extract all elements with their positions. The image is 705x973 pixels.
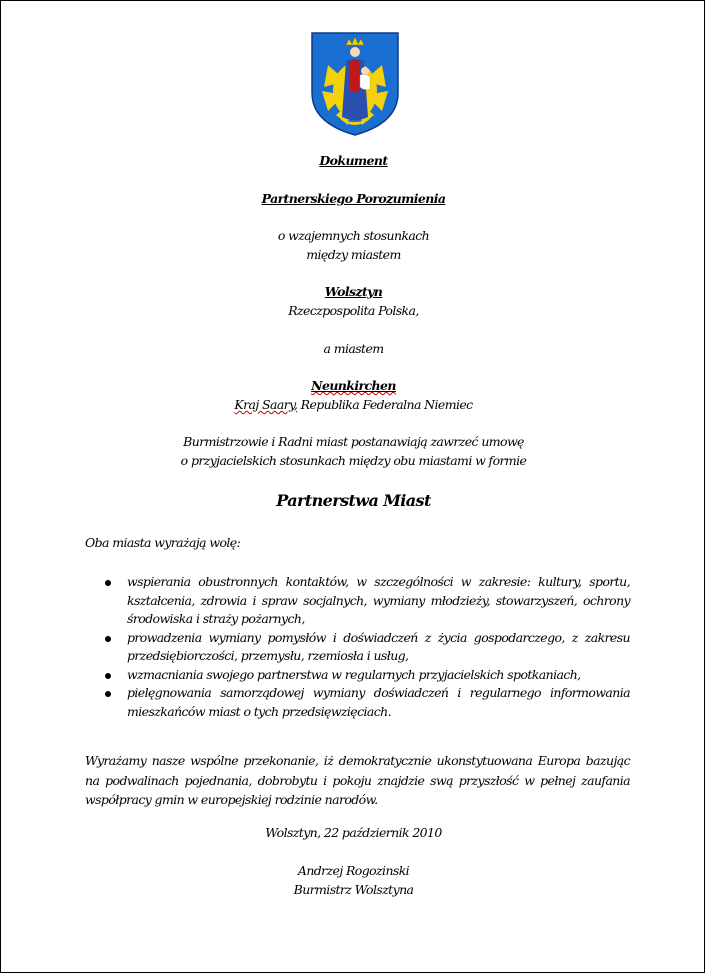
city2-state: Republika Federalna Niemiec: [297, 397, 473, 412]
signatory-title: Burmistrz Wolsztyna: [293, 882, 414, 897]
city2-name-text: Neunkirchen: [311, 378, 396, 393]
list-item-text: prowadzenia wymiany pomysłów i doświadczeń z życia gospodarczego, z zakresu przedsiębiorczości, przemysłu, rzemiosła i usług,: [127, 629, 630, 663]
list-item: [85, 629, 630, 666]
city2-country: [1, 397, 705, 412]
signatory-name: Andrzej Rogozinski: [297, 863, 410, 878]
preamble-line-2: o przyjacielskich stosunkach między obu miastami w formie: [180, 453, 527, 468]
partnership-title: Partnerstwa Miast: [276, 491, 431, 510]
bullet-icon: [105, 673, 111, 679]
bullet-icon: [105, 691, 111, 697]
city2-region: Kraj Saary,: [234, 397, 298, 412]
list-item-text: pielęgnowania samorządowej wymiany doświadczeń i regularnego informowania mieszkańców miast o tych przedsięwzięciach.: [127, 685, 630, 719]
closing-paragraph: Wyrażamy nasze wspólne przekonanie, iż demokratycznie ukonstytuowana Europa bazując na podwalinach pojednania, dobrobytu i pokoju znajdzie swą przyszłość w pełnej zaufania współpracy gmin w europejskiej rodzinie narodów.: [85, 753, 630, 807]
doc-subheading: Partnerskiego Porozumienia: [261, 191, 446, 206]
intro-line-1: o wzajemnych stosunkach: [277, 228, 430, 243]
place-date: Wolsztyn, 22 październik 2010: [265, 825, 442, 840]
preamble-line-1: Burmistrzowie i Radni miast postanawiają zawrzeć umowę: [183, 434, 524, 449]
city1-country: Rzeczpospolita Polska,: [288, 303, 419, 318]
bullet-list: [85, 573, 630, 721]
list-item: [85, 666, 630, 685]
bullet-icon: [105, 636, 111, 642]
connector-text: a miastem: [323, 341, 384, 356]
coat-of-arms-icon: [310, 31, 400, 137]
bullet-icon: [105, 580, 111, 586]
city2-name: [1, 378, 705, 393]
list-item-text: wzmacniania swojego partnerstwa w regularnych przyjacielskich spotkaniach,: [127, 666, 581, 682]
wish-intro: Oba miasta wyrażają wolę:: [85, 535, 241, 550]
intro-line-2: między miastem: [306, 247, 401, 262]
list-item: [85, 573, 630, 629]
city1-name: Wolsztyn: [324, 284, 383, 299]
list-item: [85, 684, 630, 721]
list-item-text: wspierania obustronnych kontaktów, w szczególności w zakresie: kultury, sportu, kształcenia, zdrowia i spraw socjalnych, wymiany młodzieży, stowarzyszeń, ochrony środowiska i straży pożarnych,: [127, 574, 630, 626]
doc-heading: Dokument: [319, 153, 388, 168]
